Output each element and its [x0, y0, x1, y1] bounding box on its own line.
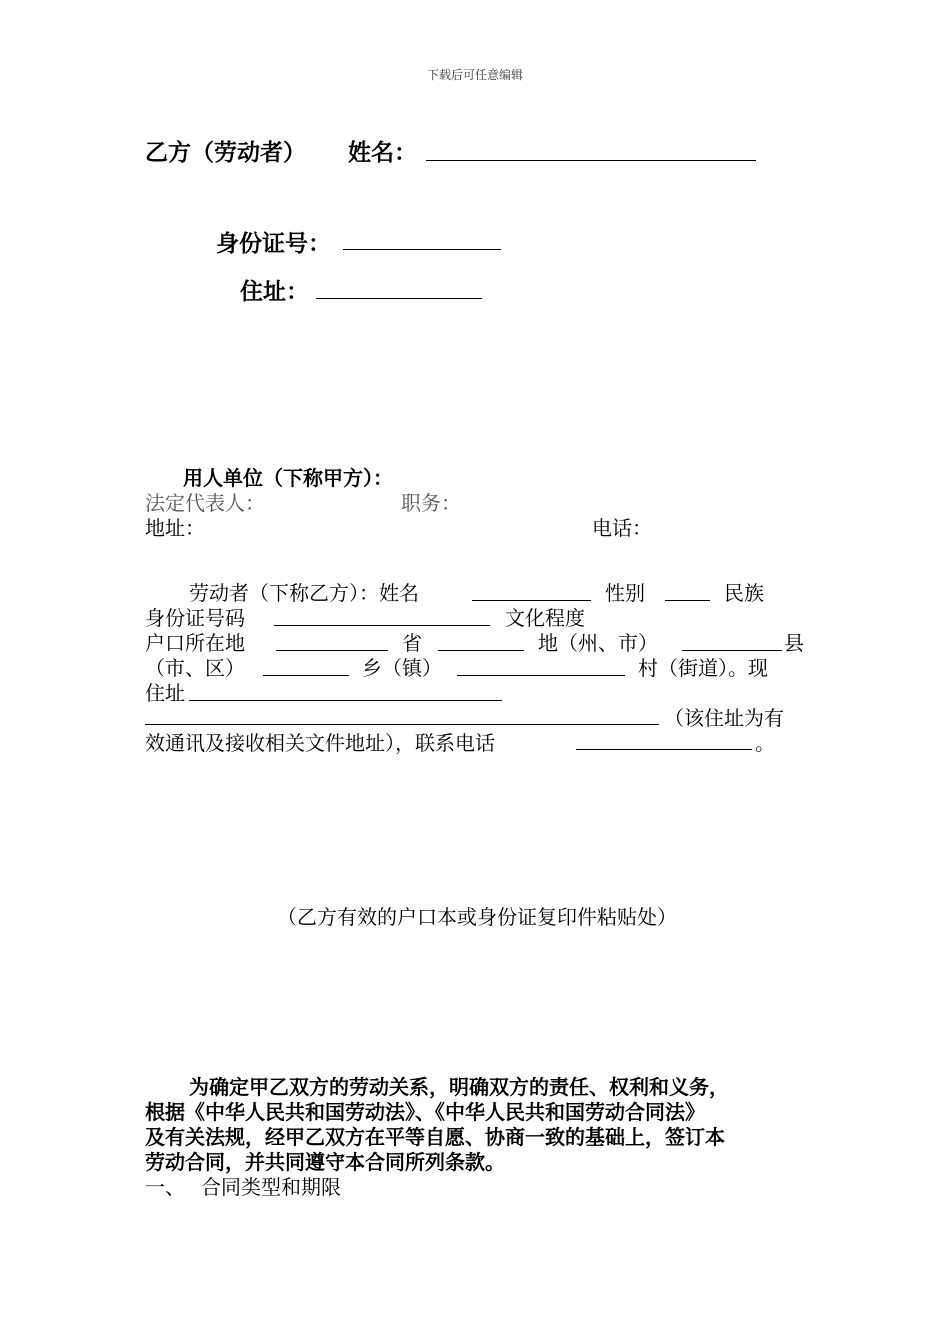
worker-township-label: 乡（镇）: [362, 656, 442, 680]
worker-education-label: 文化程度: [505, 606, 585, 630]
worker-household-label: 户口所在地: [145, 631, 245, 655]
worker-id-field[interactable]: [274, 625, 490, 626]
position-label: 职务：: [401, 491, 461, 515]
section-1-title: 合同类型和期限: [201, 1175, 341, 1199]
worker-prefecture-label: 地（州、市）: [538, 631, 658, 655]
household-field-1[interactable]: [276, 650, 388, 651]
current-address-field-1[interactable]: [189, 700, 502, 701]
preamble-line-2: 根据《中华人民共和国劳动法》、《中华人民共和国劳动合同法》: [145, 1100, 705, 1124]
header-note: 下载后可任意编辑: [426, 68, 523, 82]
party-b-title: 乙方（劳动者）: [145, 140, 306, 166]
address-note: （该住址为有: [664, 706, 784, 730]
preamble-line-1: 为确定甲乙双方的劳动关系，明确双方的责任、权利和义务，: [189, 1075, 729, 1099]
address-note-2: 效通讯及接收相关文件地址），联系电话: [145, 731, 495, 755]
legal-rep-label: 法定代表人：: [145, 491, 265, 515]
party-b-name-field[interactable]: [426, 160, 756, 161]
province-field[interactable]: [438, 650, 524, 651]
party-b-id-label: 身份证号：: [216, 231, 331, 257]
worker-gender-label: 性别: [605, 581, 645, 605]
worker-period: 。: [755, 731, 775, 755]
preamble-line-4: 劳动合同，并共同遵守本合同所列条款。: [145, 1150, 505, 1174]
worker-village-label: 村（街道）。现: [638, 656, 768, 680]
worker-current-address-label: 住址: [145, 681, 185, 705]
worker-gender-field[interactable]: [665, 600, 710, 601]
worker-name-field[interactable]: [472, 600, 591, 601]
worker-intro: 劳动者（下称乙方）：姓名: [189, 581, 419, 605]
worker-province-label: 省: [402, 631, 422, 655]
party-b-address-label: 住址：: [240, 279, 309, 305]
employer-phone-label: 电话：: [592, 516, 652, 540]
preamble-line-3: 及有关法规，经甲乙双方在平等自愿、协商一致的基础上，签订本: [145, 1125, 725, 1149]
party-b-id-field[interactable]: [343, 249, 501, 250]
party-b-address-field[interactable]: [316, 298, 482, 299]
prefecture-field[interactable]: [682, 650, 782, 651]
worker-phone-field[interactable]: [576, 749, 752, 750]
current-address-field-2[interactable]: [145, 724, 659, 725]
employer-title: 用人单位（下称甲方）：: [183, 466, 393, 490]
employer-address-label: 地址：: [145, 516, 205, 540]
worker-city-district-label: （市、区）: [145, 656, 245, 680]
worker-id-label: 身份证号码: [145, 606, 245, 630]
worker-ethnicity-label: 民族: [724, 581, 764, 605]
township-field[interactable]: [457, 675, 625, 676]
worker-county-label: 县: [784, 631, 804, 655]
paste-note: （乙方有效的户口本或身份证复印件粘贴处）: [277, 905, 677, 929]
district-field[interactable]: [263, 675, 349, 676]
section-1-number: 一、: [145, 1175, 185, 1199]
party-b-name-label: 姓名：: [348, 140, 417, 166]
